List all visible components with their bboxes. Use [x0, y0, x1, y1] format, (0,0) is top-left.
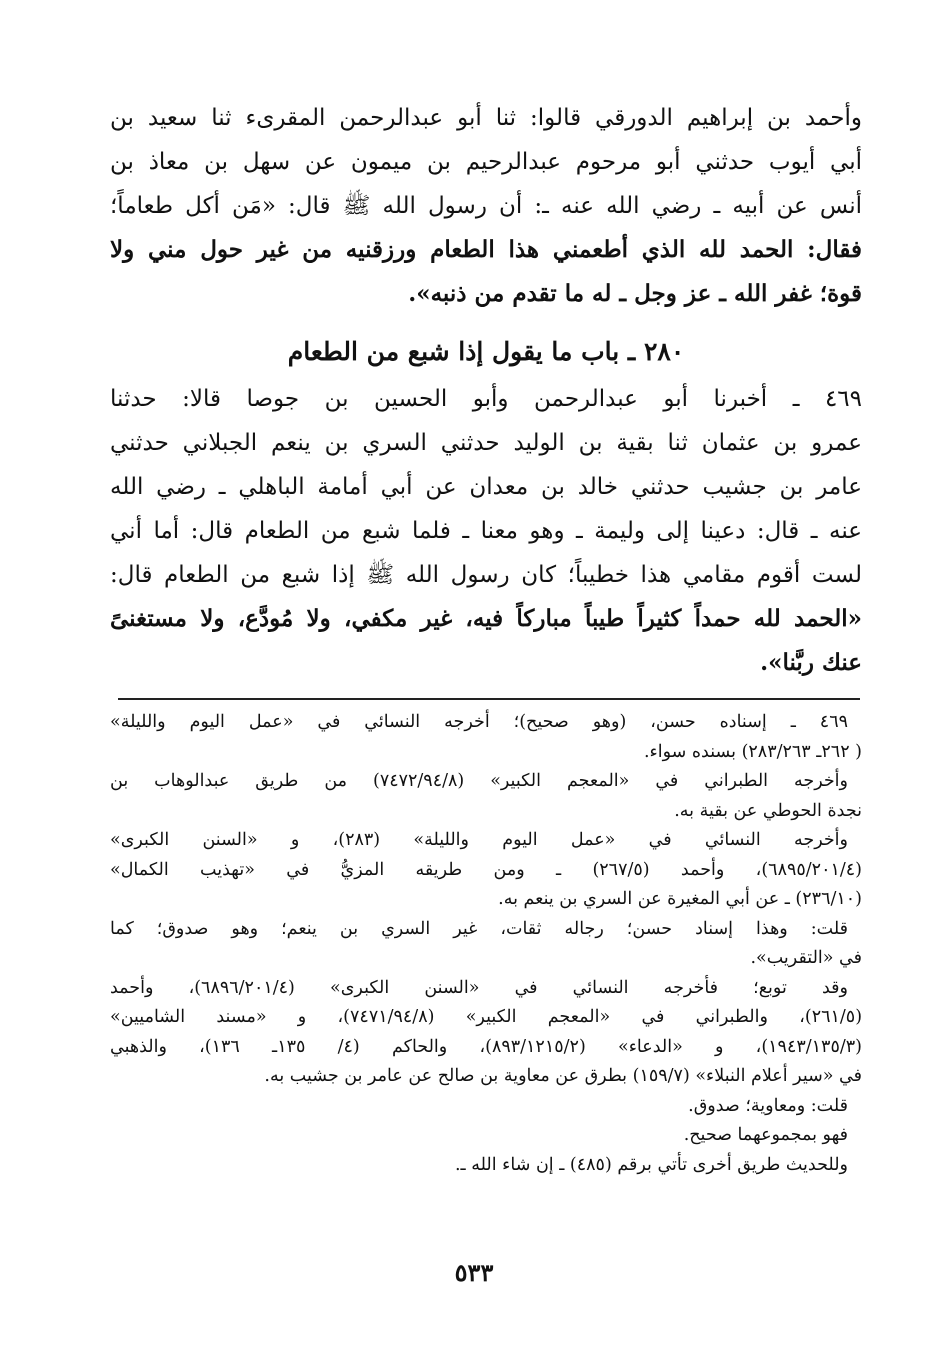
footnote-line: وللحديث طريق أخرى تأتي برقم (٤٨٥) ـ إن شاء الله ـ. — [454, 1154, 848, 1175]
text-line: لست أقوم مقامي هذا خطيباً؛ كان رسول الله ﷺ إذا شبع من الطعام قال: — [110, 562, 862, 588]
footnote-line: (١٩٤٣/١٣٥/٣)، و «الدعاء» (٨٩٣/١٢١٥/٢)، والحاكم (٤/ ١٣٥ـ ١٣٦)، والذهبي — [110, 1036, 862, 1057]
hadith-text — [110, 377, 862, 685]
footnote-line: (٢٣٦/١٠) ـ عن أبي المغيرة عن السري بن ينعم به. — [498, 889, 862, 909]
text-line: عنه ـ قال: دعينا إلى وليمة ـ وهو معنا ـ فلما شبع من الطعام قال: أما أني — [110, 518, 862, 544]
text-line: أنس عن أبيه ـ رضي الله عنه ـ: أن رسول الله ﷺ قال: «مَن أكل طعاماً؛ — [110, 193, 862, 219]
footnote-line: ( ٢٦٢ـ ٢٨٣/٢٦٣) بسنده سواء. — [643, 741, 862, 762]
text-line: عمرو بن عثمان ثنا بقية بن الوليد حدثني السري بن ينعم الجبلاني حدثني — [110, 430, 862, 456]
main-text-continuation — [110, 96, 862, 316]
footnote-line: قلت: وهذا إسناد حسن؛ رجاله ثقات، غير السري بن ينعم؛ وهو صدوق؛ كما — [110, 918, 848, 939]
text-line: وأحمد بن إبراهيم الدورقي قالوا: ثنا أبو عبدالرحمن المقرىء ثنا سعيد بن — [110, 105, 862, 131]
text-line: ٤٦٩ ـ أخبرنا أبو عبدالرحمن وأبو الحسين بن جوصا قالا: حدثنا — [110, 386, 862, 412]
footnote-line: في «سير أعلام النبلاء» (١٥٩/٧) بطرق عن معاوية بن صالح عن عامر بن جشيب به. — [264, 1066, 862, 1086]
footnote-line: في «التقريب». — [750, 948, 862, 968]
footnote-divider — [118, 698, 860, 700]
footnote-line: وأخرجه الطبراني في «المعجم الكبير» (٧٤٧٢/٩٤/٨) من طريق عبدالوهاب بن — [110, 771, 848, 791]
text-line: قوة؛ غفر الله ـ عز وجل ـ له ما تقدم من ذنبه». — [408, 280, 862, 307]
text-line: «الحمد لله حمداً كثيراً طيباً مباركاً فيه، غير مكفي، ولا مُودَّع، ولا مستغنىً — [110, 605, 862, 632]
page-number: ٥٣٣ — [454, 1258, 494, 1287]
footnote-line: قلت: ومعاوية؛ صدوق. — [688, 1095, 848, 1116]
text-line: عنك ربَّنا». — [760, 649, 862, 676]
text-line: فقال: الحمد لله الذي أطعمني هذا الطعام ورزقنيه من غير حول مني ولا — [110, 236, 862, 263]
text-line: عامر بن جشيب حدثني خالد بن معدان عن أبي أمامة الباهلي ـ رضي الله — [110, 474, 862, 500]
footnote-line: وقد توبع؛ فأخرجه النسائي في «السنن الكبرى» (٦٨٩٦/٢٠١/٤)، وأحمد — [110, 977, 848, 998]
footnote-line: فهو بمجموعهما صحيح. — [683, 1125, 848, 1145]
footnote-line: ٤٦٩ ـ إسناده حسن، (وهو صحيح)؛ أخرجه النسائي في «عمل اليوم والليلة» — [110, 712, 848, 732]
footnote-line: وأخرجه النسائي في «عمل اليوم والليلة» (٢٨٣)، و «السنن الكبرى» — [110, 830, 848, 850]
footnote-line: نجدة الحوطي عن بقية به. — [674, 800, 862, 821]
text-line: أبي أيوب حدثني أبو مرحوم عبدالرحيم بن ميمون عن سهل بن معاذ بن — [110, 149, 862, 175]
chapter-heading: ٢٨٠ ـ باب ما يقول إذا شبع من الطعام — [287, 337, 685, 366]
footnote-line: (٢٦١/٥)، والطبراني في «المعجم الكبير» (٧٤٧١/٩٤/٨)، و «مسند الشاميين» — [110, 1007, 862, 1027]
footnote-line: (٦٨٩٥/٢٠١/٤)، وأحمد (٢٦٧/٥) ـ ومن طريقه المزيُّ في «تهذيب الكمال» — [110, 859, 862, 880]
footnotes — [110, 708, 862, 1180]
